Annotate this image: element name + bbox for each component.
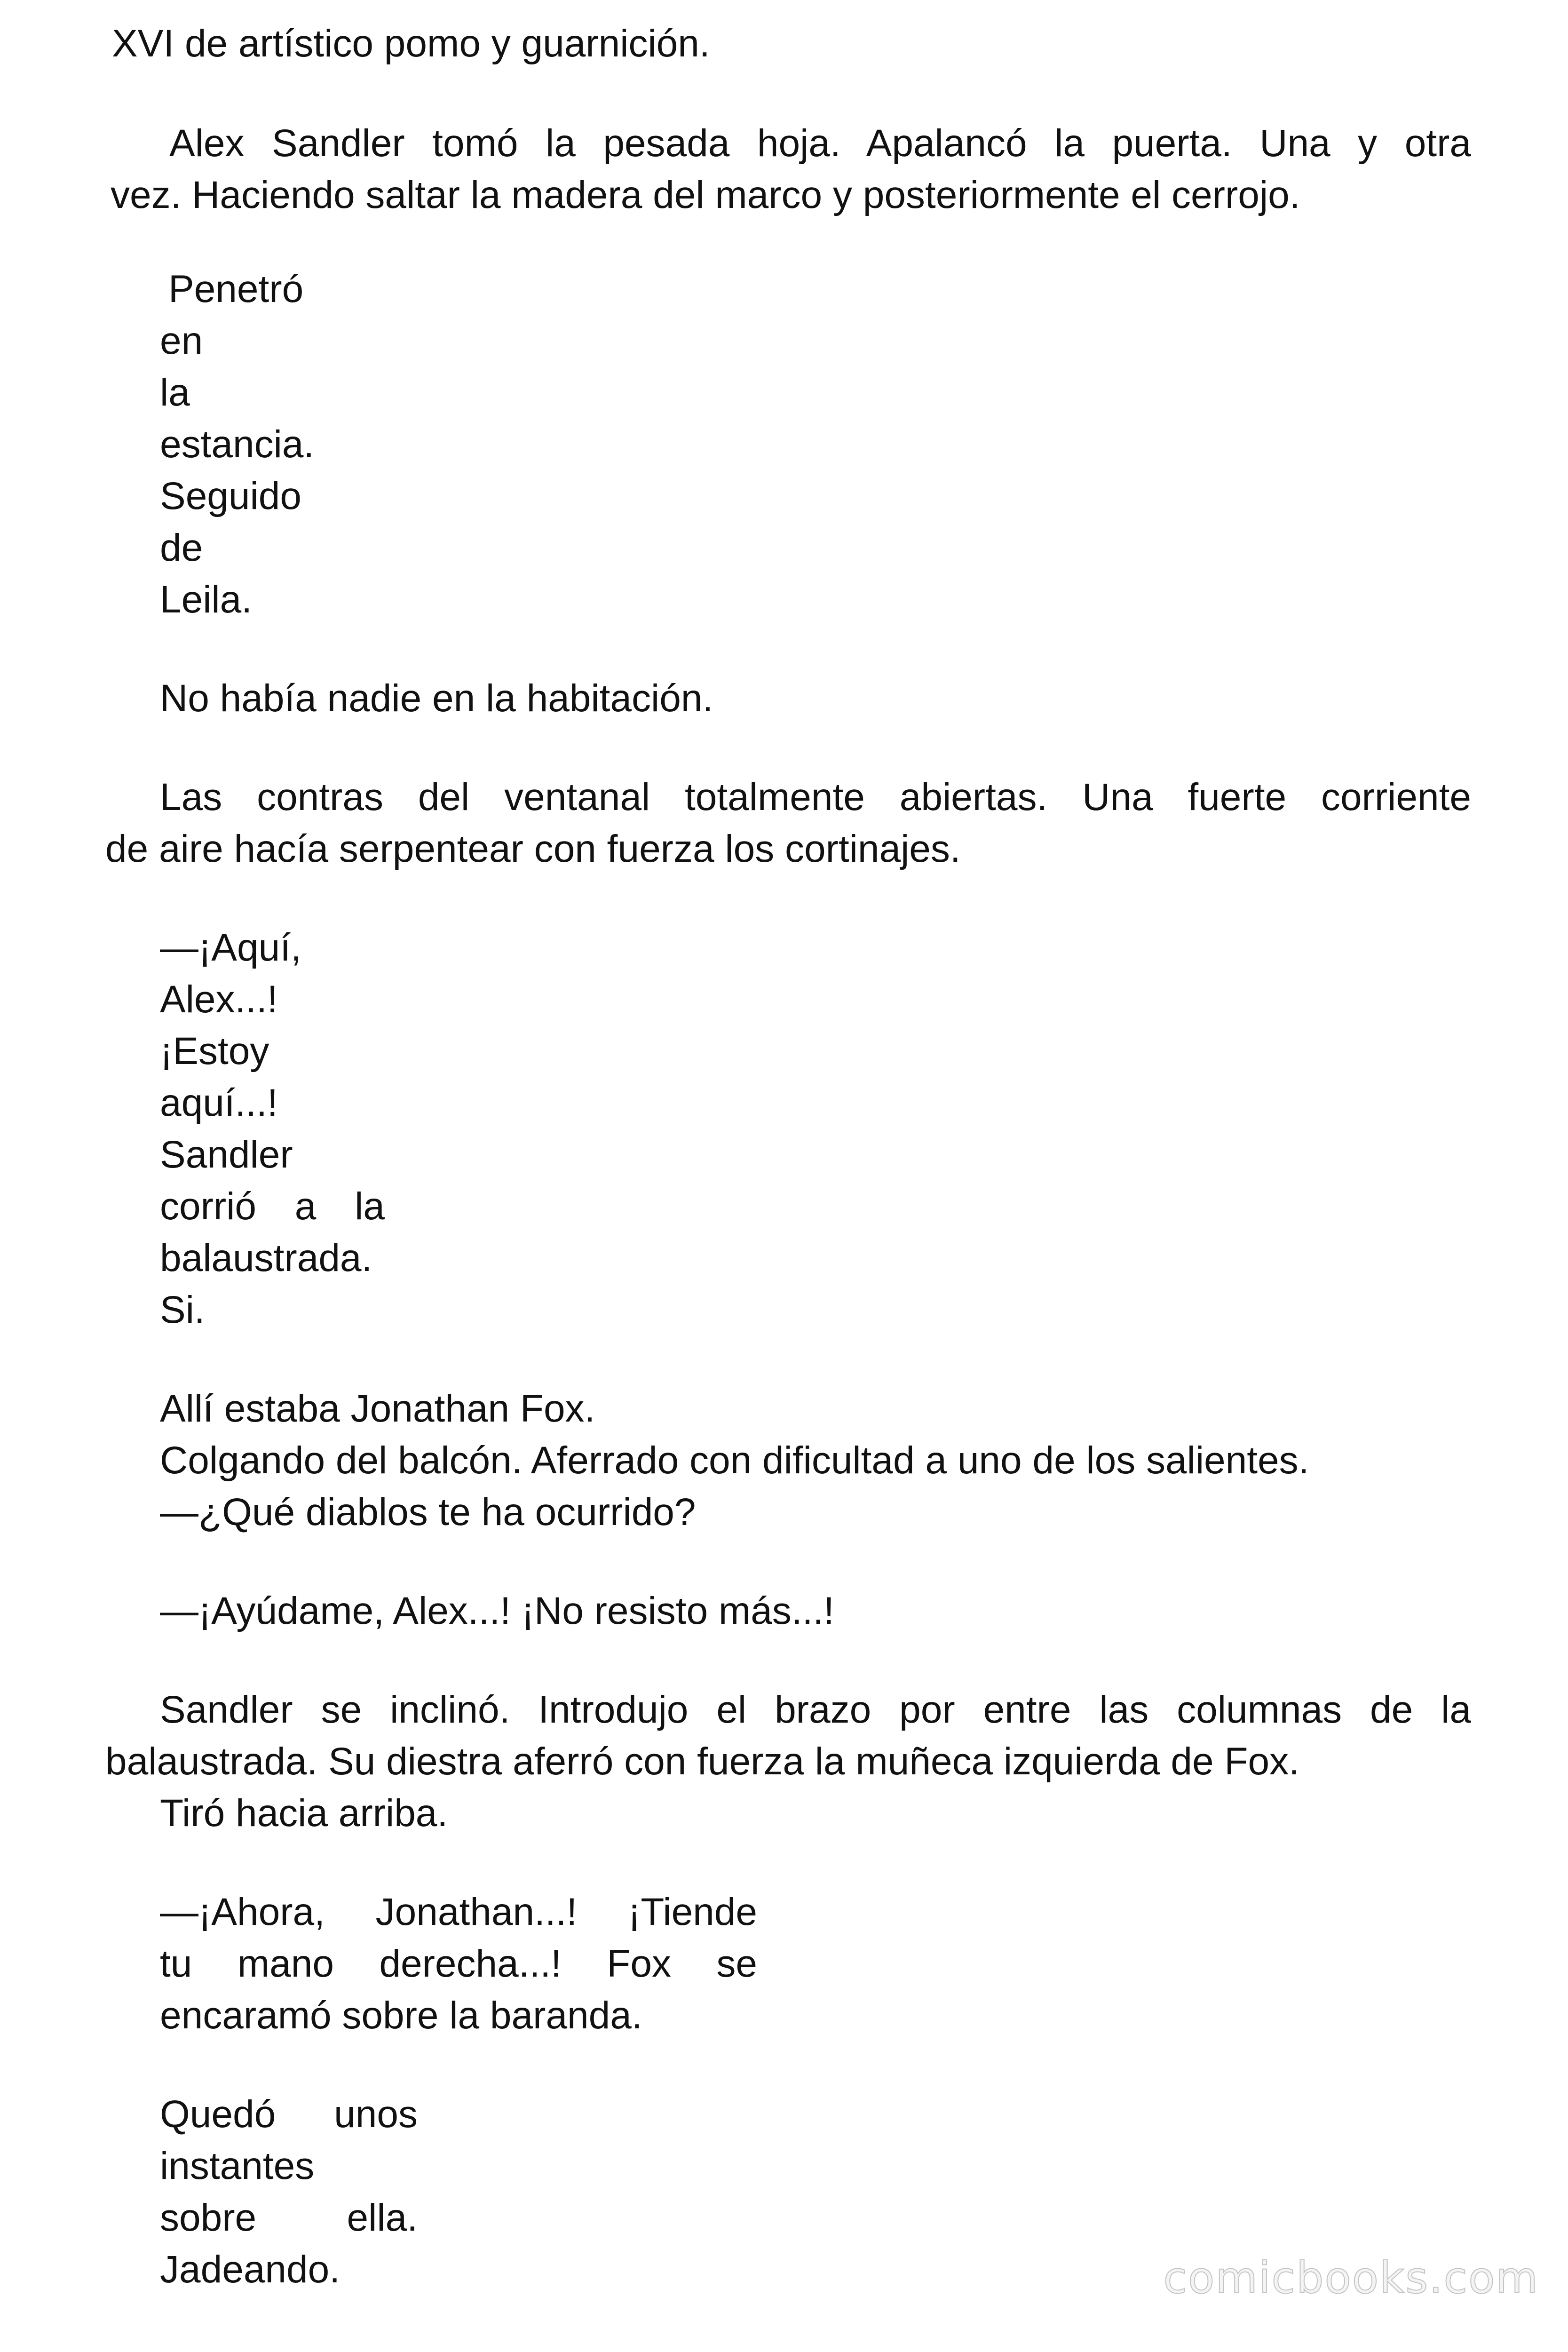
text-line: Quedó unos: [160, 2093, 418, 2136]
text-line: instantes: [160, 2145, 315, 2187]
text-line: Jadeando.: [160, 2248, 341, 2291]
text-line: Tiró hacia arriba.: [160, 1792, 448, 1835]
text-line: Las contras del ventanal totalmente abiertas. Una fuerte corriente: [160, 776, 1471, 818]
text-line: ¡Estoy: [160, 1030, 269, 1073]
text-line: estancia.: [160, 423, 315, 466]
text-line: Si.: [160, 1288, 205, 1331]
text-line: Sandler: [160, 1133, 293, 1176]
text-line: Alex...!: [160, 978, 278, 1021]
text-line: Allí estaba Jonathan Fox.: [160, 1387, 595, 1430]
text-line: Leila.: [160, 578, 253, 621]
text-line: vez. Haciendo saltar la madera del marco y posteriormente el cerrojo.: [111, 174, 1300, 216]
text-line: Sandler se inclinó. Introdujo el brazo por entre las columnas de la: [160, 1688, 1471, 1731]
text-line: balaustrada. Su diestra aferró con fuerza la muñeca izquierda de Fox.: [105, 1740, 1299, 1783]
text-line: —¡Aquí,: [160, 926, 301, 969]
text-line: —¡Ayúdame, Alex...! ¡No resisto más...!: [160, 1589, 834, 1632]
text-line: encaramó sobre la baranda.: [160, 1994, 642, 2037]
text-line: corrió a la: [160, 1185, 385, 1228]
text-line: sobre ella.: [160, 2196, 418, 2239]
text-line: —¡Ahora, Jonathan...! ¡Tiende: [160, 1891, 757, 1933]
text-line: —¿Qué diablos te ha ocurrido?: [160, 1491, 696, 1534]
text-line: balaustrada.: [160, 1237, 372, 1279]
text-line: No había nadie en la habitación.: [160, 677, 713, 720]
text-line: de: [160, 526, 203, 569]
text-line: la: [160, 371, 190, 414]
watermark: comicbooks.com: [1163, 2253, 1539, 2303]
text-line: Alex Sandler tomó la pesada hoja. Apalancó la puerta. Una y otra: [169, 122, 1471, 165]
text-line: Colgando del balcón. Aferrado con dificultad a uno de los salientes.: [160, 1439, 1309, 1482]
text-line: XVI de artístico pomo y guarnición.: [112, 22, 710, 65]
text-line: Seguido: [160, 475, 301, 517]
text-line: en: [160, 319, 203, 362]
text-line: de aire hacía serpentear con fuerza los cortinajes.: [105, 827, 961, 870]
text-line: aquí...!: [160, 1081, 278, 1124]
text-line: Penetró: [168, 268, 304, 310]
text-line: tu mano derecha...! Fox se: [160, 1942, 757, 1985]
